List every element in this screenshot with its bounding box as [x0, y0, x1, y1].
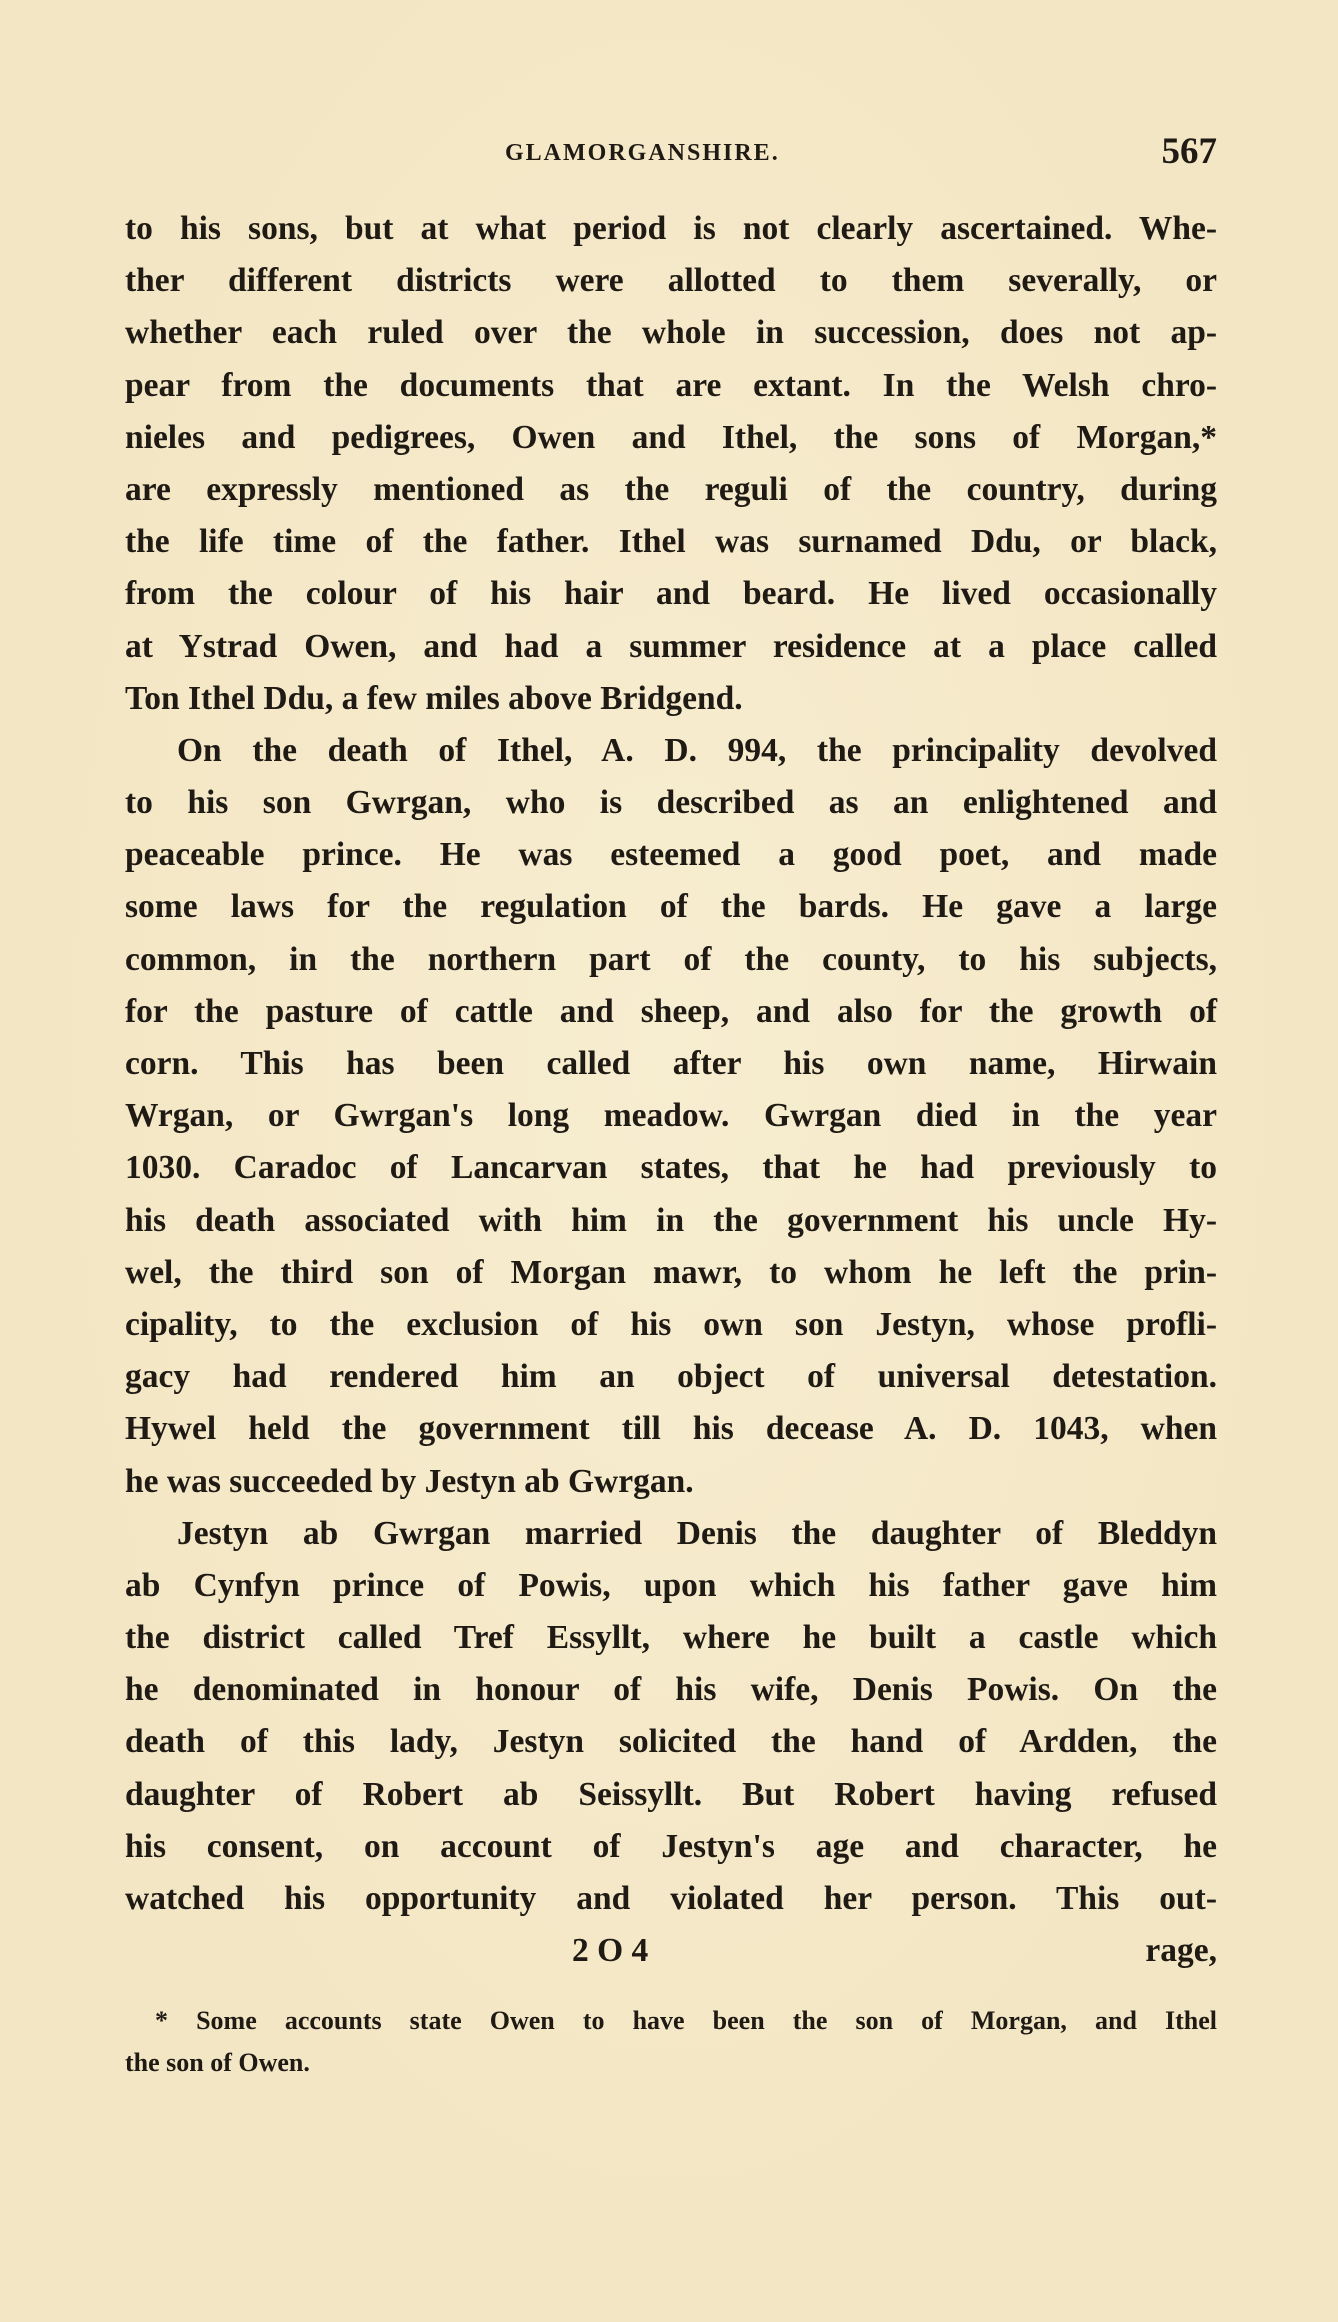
text-line: daughter of Robert ab Seissyllt. But Robert having refused [125, 1775, 1217, 1813]
text-line: at Ystrad Owen, and had a summer residence at a place called [125, 627, 1217, 665]
text-line: for the pasture of cattle and sheep, and also for the growth of [125, 992, 1217, 1030]
text-line: nieles and pedigrees, Owen and Ithel, the sons of Morgan,* [125, 418, 1217, 456]
footnote [125, 2000, 1217, 2084]
running-head: GLAMORGANSHIRE. [505, 140, 780, 166]
text-line: common, in the northern part of the county, to his subjects, [125, 940, 1217, 978]
footnote-line: the son of Owen. [125, 2048, 310, 2077]
text-line: 1030. Caradoc of Lancarvan states, that he had previously to [125, 1149, 1217, 1187]
text-line: the life time of the father. Ithel was surnamed Ddu, or black, [125, 523, 1217, 561]
text-line: cipality, to the exclusion of his own son Jestyn, whose profli- [125, 1305, 1217, 1343]
text-line: gacy had rendered him an object of universal detestation. [125, 1358, 1217, 1396]
text-line: Wrgan, or Gwrgan's long meadow. Gwrgan died in the year [125, 1097, 1217, 1135]
text-line: he denominated in honour of his wife, Denis Powis. On the [125, 1671, 1217, 1709]
text-line: watched his opportunity and violated her person. This out- [125, 1880, 1217, 1917]
signature-mark: 2 O 4 [572, 1932, 649, 1970]
text-line: whether each ruled over the whole in succession, does not ap- [125, 314, 1217, 352]
catchword: rage, [1145, 1932, 1217, 1970]
text-line: to his sons, but at what period is not clearly ascertained. Whe- [125, 210, 1217, 247]
paragraph-start-line: On the death of Ithel, A. D. 994, the principality devolved [177, 731, 1217, 769]
footnote-line: * Some accounts state Owen to have been the son of Morgan, and Ithel [155, 2006, 1217, 2035]
body-text [125, 203, 1217, 1977]
signature-line [125, 1925, 1217, 1977]
page-number: 567 [1161, 131, 1217, 172]
text-line: corn. This has been called after his own name, Hirwain [125, 1045, 1217, 1082]
page-header [125, 130, 1217, 180]
text-line: Ton Ithel Ddu, a few miles above Bridgend. [125, 679, 743, 717]
paragraph-start-line: Jestyn ab Gwrgan married Denis the daughter of Bleddyn [177, 1514, 1217, 1552]
text-line: his consent, on account of Jestyn's age and character, he [125, 1827, 1217, 1865]
text-line: ab Cynfyn prince of Powis, upon which his father gave him [125, 1566, 1217, 1604]
text-line: peaceable prince. He was esteemed a good poet, and made [125, 836, 1217, 874]
text-line: his death associated with him in the government his uncle Hy- [125, 1201, 1217, 1239]
text-line: the district called Tref Essyllt, where he built a castle which [125, 1619, 1217, 1657]
text-line: wel, the third son of Morgan mawr, to whom he left the prin- [125, 1253, 1217, 1291]
text-line: from the colour of his hair and beard. He lived occasionally [125, 575, 1217, 613]
text-line: to his son Gwrgan, who is described as an enlightened and [125, 784, 1217, 822]
text-line: are expressly mentioned as the reguli of the country, during [125, 470, 1217, 508]
text-line: Hywel held the government till his decease A. D. 1043, when [125, 1410, 1217, 1448]
text-line: he was succeeded by Jestyn ab Gwrgan. [125, 1462, 694, 1500]
text-line: ther different districts were allotted to them severally, or [125, 262, 1217, 300]
text-line: pear from the documents that are extant. In the Welsh chro- [125, 366, 1217, 404]
text-line: some laws for the regulation of the bards. He gave a large [125, 888, 1217, 926]
text-line: death of this lady, Jestyn solicited the hand of Ardden, the [125, 1723, 1217, 1761]
